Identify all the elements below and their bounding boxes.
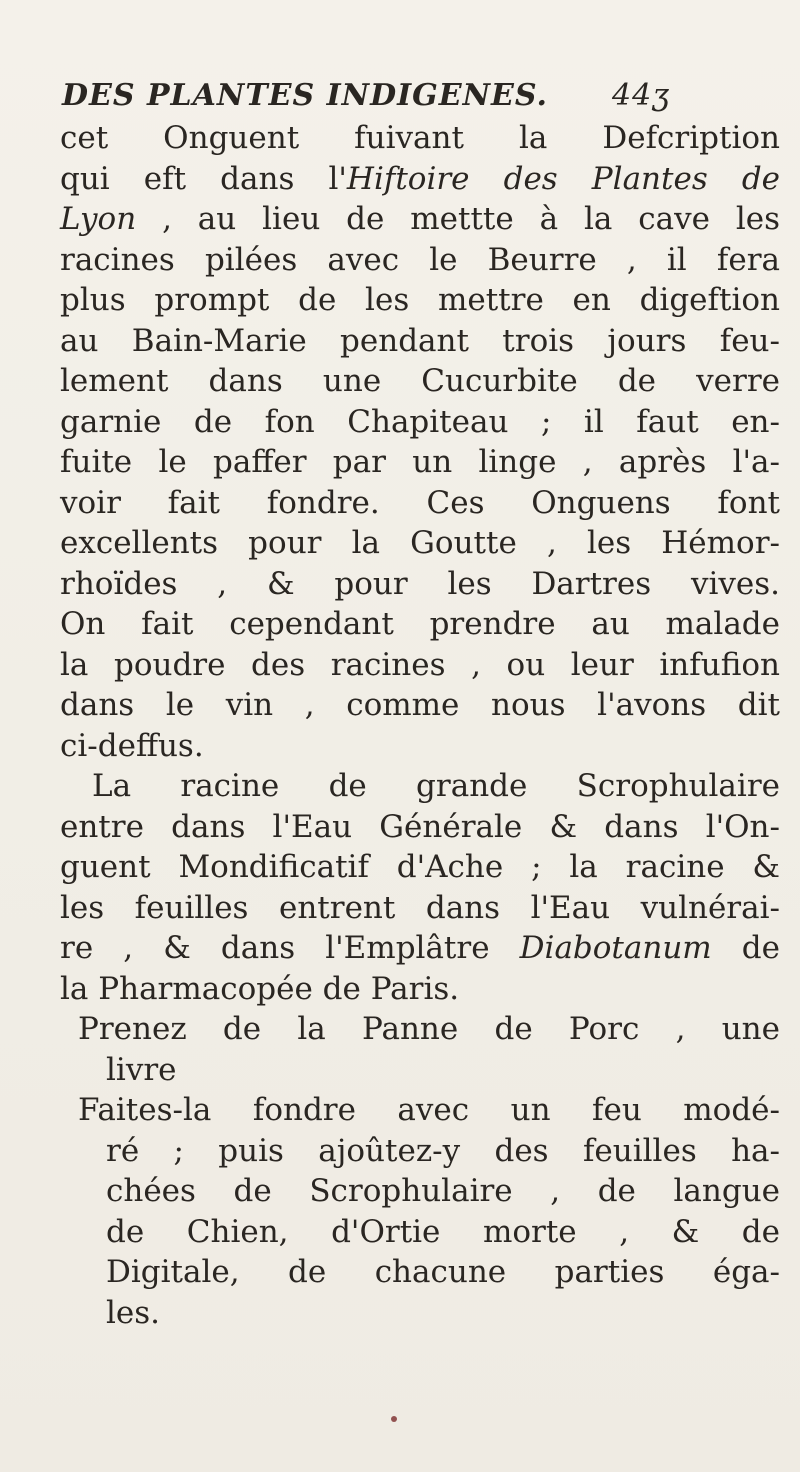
- text-line: On fait cependant prendre au malade: [60, 606, 780, 642]
- text-line: plus prompt de les mettre en digeftion: [60, 282, 780, 318]
- text-line: la Pharmacopée de Paris.: [60, 970, 460, 1007]
- body-text: [60, 118, 780, 1333]
- text-line: entre dans l'Eau Générale & dans l'On-: [60, 808, 780, 845]
- running-title: DES PLANTES INDIGENES.: [62, 78, 548, 113]
- text-line: racines pilées avec le Beurre , il fera: [60, 241, 780, 278]
- text-line: La racine de grande Scrophulaire: [92, 768, 780, 804]
- text-line: au Bain-Marie pendant trois jours feu-: [60, 322, 780, 359]
- text-line: les feuilles entrent dans l'Eau vulnérai-: [60, 889, 780, 926]
- recipe-line: Digitale, de chacune parties éga-: [106, 1254, 780, 1290]
- recipe-line: livre: [106, 1051, 177, 1088]
- recipe-line: les.: [106, 1294, 161, 1331]
- text-line: voir fait fondre. Ces Onguens font: [60, 484, 780, 521]
- running-header: [62, 78, 762, 122]
- text-line: lement dans une Cucurbite de verre: [60, 363, 780, 399]
- recipe-line: chées de Scrophulaire , de langue: [106, 1173, 780, 1209]
- text-line: cet Onguent fuivant la Defcription: [60, 120, 780, 156]
- text-line: fuite le paffer par un linge , après l'a-: [60, 444, 780, 480]
- page-number: 44ʒ: [612, 78, 671, 113]
- text-line: guent Mondificatif d'Ache ; la racine &: [60, 849, 780, 885]
- text-line: excellents pour la Goutte , les Hémor-: [60, 525, 780, 561]
- text-line: la poudre des racines , ou leur infufion: [60, 646, 780, 683]
- recipe-line: Faites-la fondre avec un feu modé-: [78, 1092, 780, 1128]
- text-line: re , & dans l'Emplâtre Diabotanum de: [60, 930, 780, 966]
- text-line: garnie de fon Chapiteau ; il faut en-: [60, 403, 780, 440]
- recipe-line: ré ; puis ajoûtez-y des feuilles ha-: [106, 1132, 780, 1169]
- ink-spot: [391, 1416, 397, 1422]
- text-line: rhoïdes , & pour les Dartres vives.: [60, 565, 780, 602]
- text-line: qui eft dans l'Hiftoire des Plantes de: [60, 160, 781, 197]
- text-line: ci-deffus.: [60, 727, 204, 764]
- recipe-line: Prenez de la Panne de Porc , une: [78, 1011, 780, 1047]
- text-line: dans le vin , comme nous l'avons dit: [60, 687, 780, 723]
- recipe-line: de Chien, d'Ortie morte , & de: [106, 1213, 780, 1250]
- text-line: Lyon , au lieu de mettte à la cave les: [60, 201, 780, 237]
